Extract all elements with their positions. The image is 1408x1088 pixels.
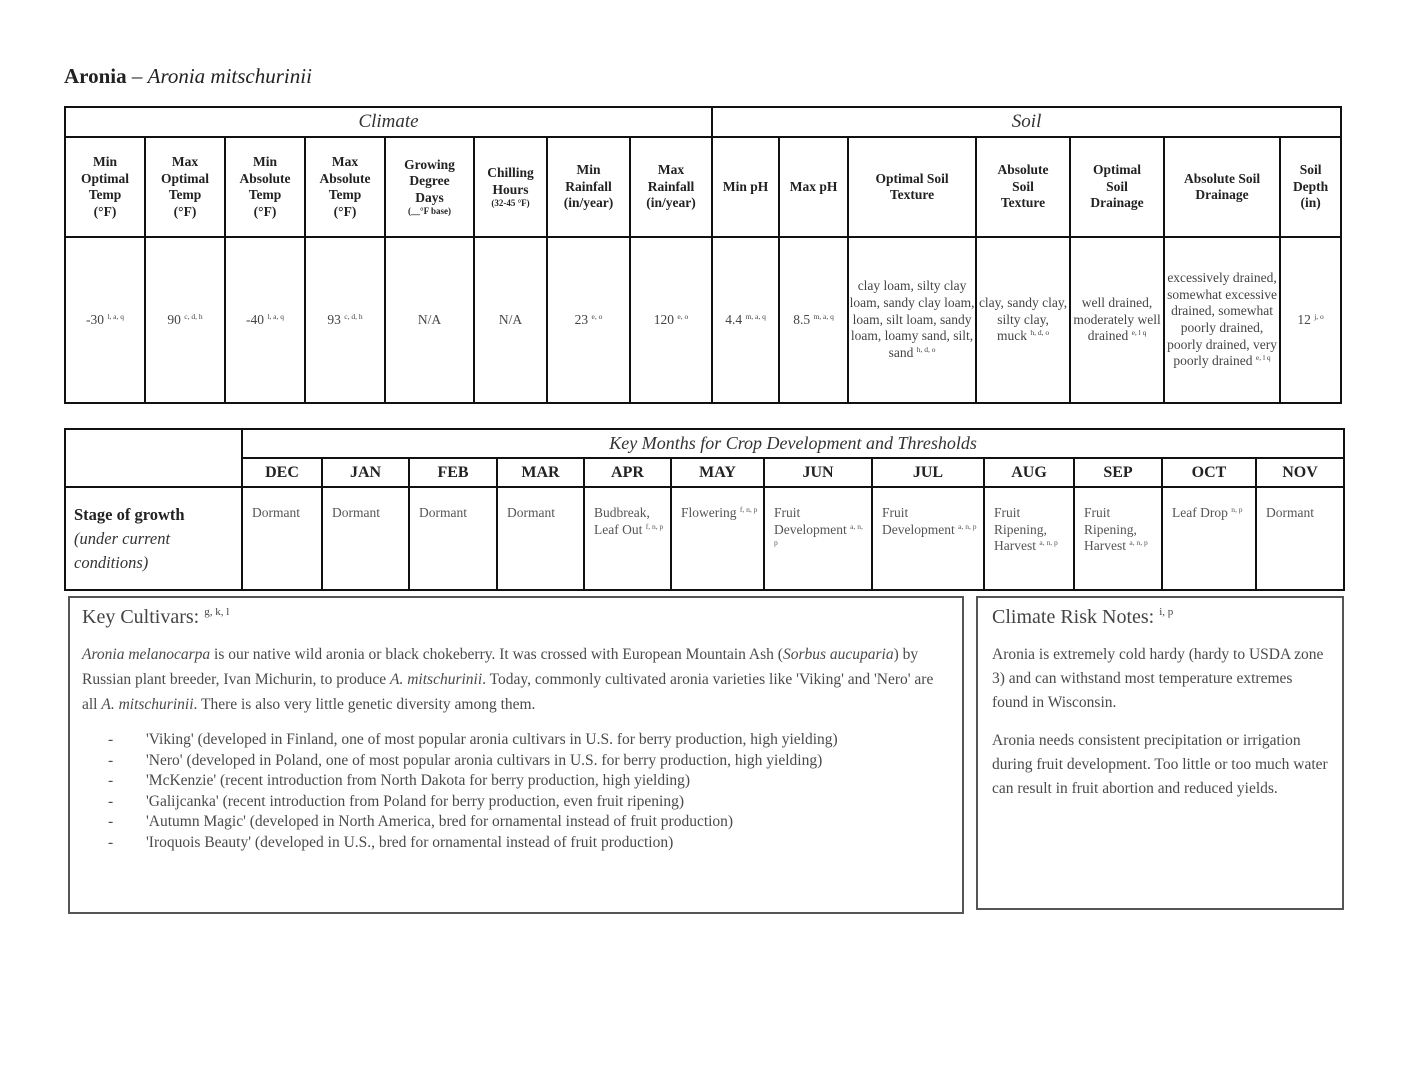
- column-header-line: Optimal: [160, 170, 209, 186]
- bullet-dash: -: [108, 731, 114, 748]
- key-cultivars-refs: g, k, l: [204, 606, 230, 618]
- month-header-dec: DEC: [242, 458, 322, 487]
- stage-row: [65, 487, 1344, 590]
- column-header: [474, 137, 547, 237]
- climate-risk-paragraph: Aronia needs consistent precipitation or irrigation during fruit development. Too little or too much water can result in fruit abortion and reduced yields.: [992, 732, 1328, 797]
- stage-text: Budbreak, Leaf Out: [594, 505, 650, 537]
- reference-superscript: m, a, q: [745, 311, 766, 321]
- value-cell: [305, 237, 385, 403]
- bullet-dash: -: [108, 792, 114, 810]
- soil-group-header: Soil: [712, 107, 1341, 137]
- month-header-jul: JUL: [872, 458, 984, 487]
- stage-cell: [1074, 487, 1162, 590]
- column-header-line: Drainage: [1195, 187, 1249, 202]
- key-cultivars-heading: [82, 606, 950, 629]
- column-header-line: (in/year): [563, 195, 614, 211]
- stage-row-label: [65, 487, 242, 590]
- reference-superscript: a, n, p: [774, 521, 863, 547]
- column-header: [1164, 137, 1280, 237]
- reference-superscript: e, l q: [1255, 353, 1271, 363]
- column-header-line: Temp: [88, 187, 122, 202]
- reference-superscript: n, p: [1231, 505, 1243, 514]
- column-header: [145, 137, 225, 237]
- column-header: [305, 137, 385, 237]
- cultivar-item: [82, 812, 950, 833]
- value-cell: [630, 237, 712, 403]
- column-header-line: Growing: [404, 156, 455, 172]
- month-header-apr: APR: [584, 458, 671, 487]
- month-header-mar: MAR: [497, 458, 584, 487]
- stage-text: Flowering: [681, 505, 737, 520]
- column-header-line: Min pH: [722, 178, 769, 194]
- value-cell: [385, 237, 474, 403]
- column-header: [630, 137, 712, 237]
- reference-superscript: h, d, o: [916, 345, 936, 355]
- value-text: 23: [574, 311, 589, 327]
- value-cell: [547, 237, 630, 403]
- reference-superscript: a, n, p: [1039, 538, 1058, 547]
- bullet-dash: -: [108, 833, 114, 851]
- reference-superscript: e, o: [677, 311, 689, 321]
- stage-cell: [1162, 487, 1256, 590]
- value-text: N/A: [417, 311, 442, 327]
- value-cell: [225, 237, 305, 403]
- column-header-line: Max: [171, 154, 199, 169]
- column-header-line: Absolute Soil: [1183, 170, 1261, 186]
- column-header-line: (in): [1300, 195, 1321, 211]
- value-cell: [976, 237, 1070, 403]
- values-row: [65, 237, 1341, 403]
- stage-cell: [322, 487, 409, 590]
- empty-corner-cell: [65, 429, 242, 487]
- stage-cell: [584, 487, 671, 590]
- value-text: well drained, moderately well drained: [1073, 294, 1161, 344]
- cultivar-item: [82, 792, 950, 813]
- page-title: [64, 64, 312, 89]
- column-header: [779, 137, 848, 237]
- column-header-note: (__°F base): [407, 206, 451, 217]
- title-dash: –: [126, 64, 148, 88]
- column-header-line: Optimal: [1093, 162, 1142, 178]
- stage-cell: [764, 487, 872, 590]
- stage-cell: [671, 487, 764, 590]
- column-header-row: [65, 137, 1341, 237]
- column-header-line: Max: [657, 162, 685, 178]
- column-header-line: Optimal Soil: [875, 170, 949, 186]
- stage-cell: [1256, 487, 1344, 590]
- stage-text: Fruit Development: [882, 505, 955, 537]
- cultivar-text: 'Nero' (developed in Poland, one of most popular aronia cultivars in U.S. for berry production, high yielding): [146, 751, 823, 769]
- intro-italic-5: A. mitschurinii: [390, 671, 483, 688]
- stage-label-sub: (under current conditions): [74, 528, 171, 572]
- column-header-line: Temp: [248, 187, 282, 202]
- month-header-jan: JAN: [322, 458, 409, 487]
- stage-text: Fruit Ripening, Harvest: [994, 505, 1047, 553]
- stage-text: Leaf Drop: [1172, 505, 1228, 520]
- column-header-line: Max: [331, 154, 359, 169]
- month-header-row: [65, 458, 1344, 487]
- reference-superscript: l, a, q: [107, 311, 125, 321]
- title-common-name: Aronia: [64, 64, 127, 88]
- month-header-aug: AUG: [984, 458, 1074, 487]
- reference-superscript: c, d, h: [184, 311, 203, 321]
- stage-cell: [409, 487, 497, 590]
- climate-soil-table: [64, 106, 1342, 404]
- column-header-line: Soil: [1012, 178, 1034, 194]
- key-months-title: Key Months for Crop Development and Thresholds: [242, 429, 1344, 458]
- stage-cell: [872, 487, 984, 590]
- column-header-line: Hours: [492, 181, 529, 197]
- column-header-line: Min: [252, 154, 277, 169]
- cultivar-text: 'Autumn Magic' (developed in North America, bred for ornamental instead of fruit production): [146, 813, 734, 830]
- value-cell: [145, 237, 225, 403]
- value-text: 90: [167, 311, 181, 327]
- climate-risk-box: [976, 596, 1344, 910]
- column-header-line: Temp: [168, 187, 202, 202]
- column-header-line: Texture: [1000, 195, 1046, 211]
- cultivar-item: [82, 730, 950, 751]
- month-header-may: MAY: [671, 458, 764, 487]
- value-cell: [712, 237, 779, 403]
- value-text: clay loam, silty clay loam, sandy clay loam, loam, silt loam, sandy loam, loamy sand, silt, sand: [849, 278, 975, 361]
- value-text: -40: [245, 311, 264, 327]
- stage-cell: [497, 487, 584, 590]
- value-cell: [1164, 237, 1280, 403]
- cultivar-list: [82, 730, 950, 853]
- stage-text: Dormant: [332, 505, 380, 520]
- column-header-line: Temp: [328, 187, 362, 202]
- column-header-line: (°F): [333, 203, 357, 219]
- bullet-dash: -: [108, 813, 114, 830]
- value-text: 120: [653, 311, 675, 327]
- column-header-line: Degree: [409, 173, 450, 189]
- value-cell: [474, 237, 547, 403]
- column-header-line: Depth: [1292, 178, 1329, 194]
- cultivar-text: 'Iroquois Beauty' (developed in U.S., bred for ornamental instead of fruit production): [146, 833, 674, 851]
- intro-text-2: is our native wild aronia or black chokeberry. It was crossed with European Mountain Ash (: [210, 646, 783, 663]
- value-text: -30: [85, 311, 104, 327]
- stage-cell: [242, 487, 322, 590]
- month-header-jun: JUN: [764, 458, 872, 487]
- value-cell: [1280, 237, 1341, 403]
- value-text: 4.4: [725, 311, 743, 327]
- column-header: [712, 137, 779, 237]
- value-text: 93: [327, 311, 341, 327]
- column-header-line: (°F): [93, 203, 117, 219]
- column-header: [225, 137, 305, 237]
- reference-superscript: f, n, p: [645, 521, 664, 531]
- key-cultivars-intro: [82, 642, 950, 717]
- climate-risk-refs: i, p: [1159, 606, 1174, 618]
- cultivar-text: 'Viking' (developed in Finland, one of most popular aronia cultivars in U.S. for berry production, high yielding): [146, 731, 838, 748]
- intro-text-4: ) by Russian plant breeder, Ivan Michurin, to produce: [82, 646, 919, 688]
- month-header-feb: FEB: [409, 458, 497, 487]
- stage-text: Dormant: [419, 505, 467, 520]
- column-header-line: (in/year): [646, 195, 696, 211]
- cultivar-text: 'McKenzie' (recent introduction from North Dakota for berry production, high yielding): [146, 772, 691, 789]
- column-header-line: (°F): [253, 203, 277, 219]
- value-cell: [848, 237, 976, 403]
- column-header-note: (32-45 °F): [491, 198, 530, 208]
- intro-italic-1: Aronia melanocarpa: [82, 646, 211, 663]
- month-header-nov: NOV: [1256, 458, 1344, 487]
- reference-superscript: e, o: [591, 311, 603, 321]
- value-text: 8.5: [793, 311, 811, 327]
- stage-text: Fruit Development: [774, 505, 847, 537]
- title-scientific-name: Aronia mitschurinii: [147, 64, 312, 88]
- month-header-sep: SEP: [1074, 458, 1162, 487]
- climate-risk-paragraph: Aronia is extremely cold hardy (hardy to USDA zone 3) and can withstand most temperature extremes found in Wisconsin.: [992, 646, 1324, 711]
- stage-cell: [984, 487, 1074, 590]
- column-header-line: Texture: [889, 187, 935, 202]
- column-header-line: Rainfall: [565, 178, 612, 194]
- intro-text-6: . Today, commonly cultivated aronia varieties like 'Viking' and 'Nero' are all: [82, 671, 934, 713]
- cultivar-item: [82, 833, 950, 854]
- value-text: clay, sandy clay, silty clay, muck: [978, 294, 1068, 344]
- column-header: [1280, 137, 1341, 237]
- reference-superscript: a, n, p: [1129, 538, 1148, 547]
- column-header-line: Absolute: [319, 170, 371, 186]
- key-cultivars-box: [68, 596, 964, 914]
- climate-risk-heading-text: Climate Risk Notes:: [992, 606, 1155, 628]
- stage-text: Dormant: [1266, 505, 1314, 520]
- column-header-line: Max pH: [789, 178, 838, 194]
- column-header: [848, 137, 976, 237]
- value-cell: [65, 237, 145, 403]
- column-header: [385, 137, 474, 237]
- reference-superscript: l, a, q: [267, 311, 285, 321]
- column-header-line: Optimal: [80, 170, 129, 186]
- value-text: excessively drained, somewhat excessive drained, somewhat poorly drained, poorly drained, very poorly drained: [1167, 269, 1277, 369]
- value-cell: [779, 237, 848, 403]
- column-header-line: (°F): [173, 203, 197, 219]
- climate-risk-heading: [992, 606, 1330, 629]
- column-header-line: Absolute: [239, 170, 291, 186]
- column-header-line: Absolute: [997, 162, 1049, 178]
- column-header: [65, 137, 145, 237]
- column-header-line: Soil: [1106, 178, 1128, 194]
- column-header-line: Rainfall: [647, 178, 695, 194]
- column-header-line: Min: [92, 154, 117, 169]
- stage-text: Fruit Ripening, Harvest: [1084, 505, 1137, 553]
- reference-superscript: j, o: [1314, 311, 1324, 321]
- column-header-line: Days: [415, 189, 444, 205]
- column-header: [547, 137, 630, 237]
- stage-text: Dormant: [252, 505, 300, 520]
- reference-superscript: e, l q: [1131, 328, 1147, 338]
- key-months-table: [64, 428, 1345, 591]
- cultivar-item: [82, 751, 950, 772]
- column-header-line: Drainage: [1090, 195, 1144, 211]
- reference-superscript: f, n, p: [739, 505, 758, 514]
- intro-italic-3: Sorbus aucuparia: [782, 646, 894, 663]
- column-header-line: Chilling: [487, 165, 534, 180]
- intro-italic-7: A. mitschurinii: [101, 696, 194, 713]
- intro-text-8: . There is also very little genetic diversity among them.: [193, 696, 536, 713]
- column-header-line: Soil: [1299, 162, 1322, 178]
- climate-group-header: Climate: [65, 107, 712, 137]
- stage-label-main: Stage of growth: [74, 504, 185, 524]
- column-header: [976, 137, 1070, 237]
- column-header: [1070, 137, 1164, 237]
- key-cultivars-heading-text: Key Cultivars:: [82, 606, 200, 628]
- reference-superscript: h, d, o: [1030, 328, 1050, 338]
- bullet-dash: -: [108, 772, 114, 789]
- month-header-oct: OCT: [1162, 458, 1256, 487]
- reference-superscript: m, a, q: [813, 311, 834, 321]
- reference-superscript: c, d, h: [344, 311, 363, 321]
- value-text: N/A: [498, 311, 523, 327]
- value-cell: [1070, 237, 1164, 403]
- cultivar-item: [82, 771, 950, 792]
- cultivar-text: 'Galijcanka' (recent introduction from Poland for berry production, even fruit ripening): [146, 792, 685, 810]
- value-text: 12: [1297, 311, 1311, 327]
- column-header-line: Min: [576, 162, 601, 178]
- reference-superscript: a, n, p: [958, 521, 977, 531]
- bullet-dash: -: [108, 751, 114, 769]
- stage-text: Dormant: [507, 505, 555, 520]
